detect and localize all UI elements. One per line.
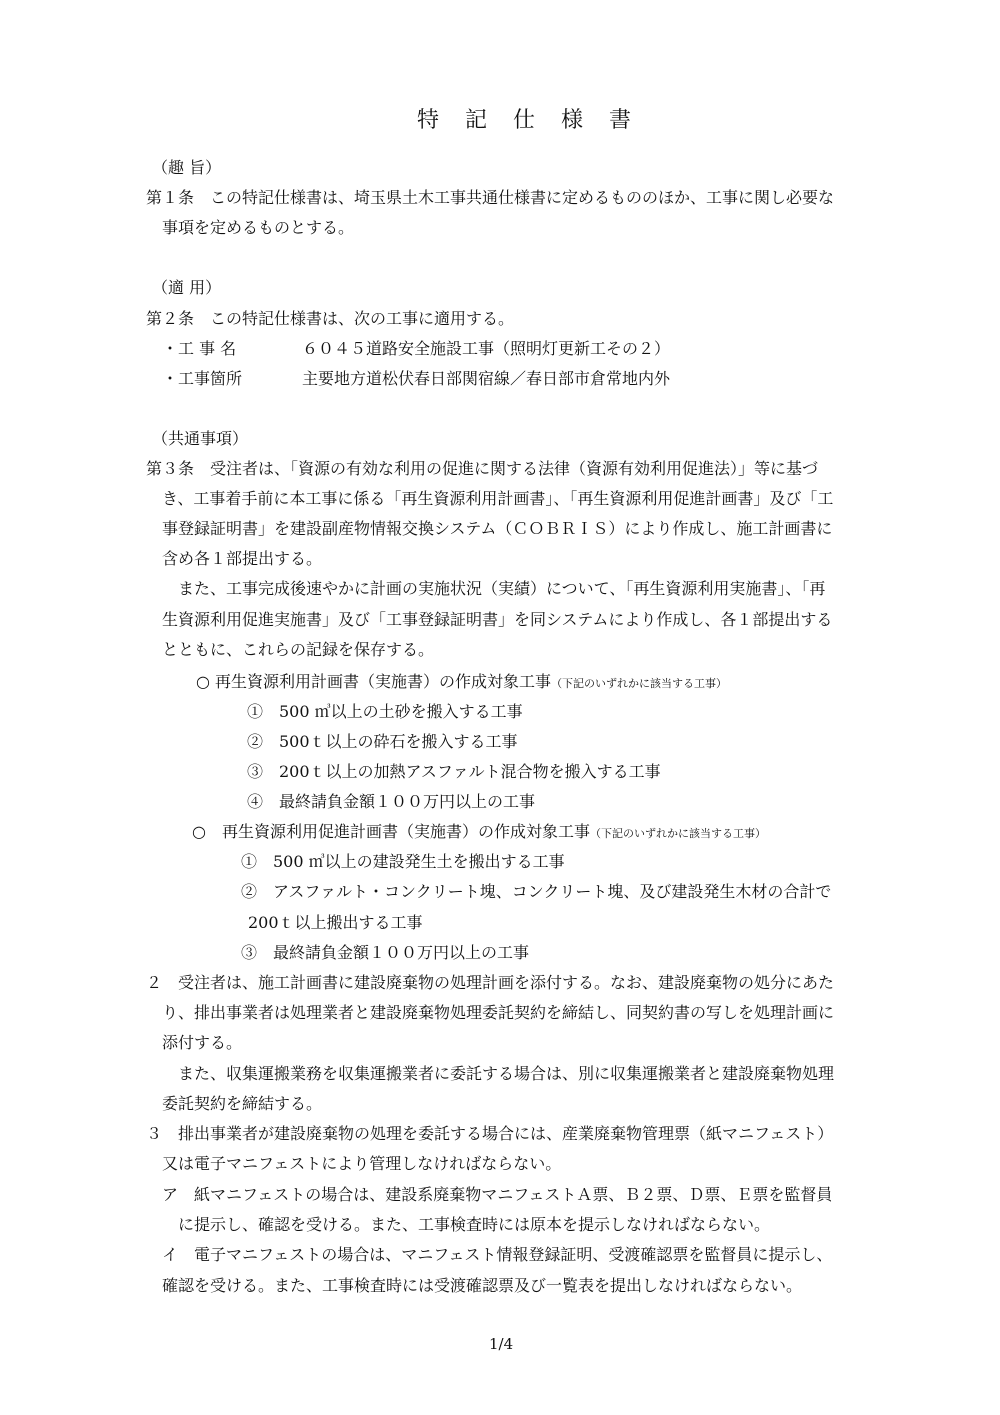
list-a-heading (196, 672, 727, 694)
list-a-item-2: ② 500ｔ以上の砕石を搬入する工事 (247, 732, 518, 751)
section-heading-common: （共通事項） (152, 429, 249, 448)
article-3-line-3: 事登録証明書」を建設副産物情報交換システム（ＣＯＢＲＩＳ）により作成し、施工計画書に (162, 519, 833, 538)
list-b-heading-text: ○ 再生資源利用促進計画書（実施書）の作成対象工事 (192, 822, 590, 841)
project-name-label: ・工 事 名 (162, 339, 237, 358)
paragraph-3-i-line-2: 確認を受ける。また、工事検査時には受渡確認票及び一覧表を提出しなければならない。 (162, 1276, 803, 1295)
article-3-line-4: 含め各１部提出する。 (162, 549, 323, 568)
paragraph-2-line-3: 添付する。 (162, 1033, 243, 1052)
list-b-item-1: ① 500 ㎥以上の建設発生土を搬出する工事 (241, 852, 565, 871)
article-1-line-1: 第１条 この特記仕様書は、埼玉県土木工事共通仕様書に定めるもののほか、工事に関し必要な (146, 188, 835, 207)
list-b-heading (192, 822, 766, 844)
article-3-line-7: とともに、これらの記録を保存する。 (162, 640, 435, 659)
paragraph-3-i-line-1: イ 電子マニフェストの場合は、マニフェスト情報登録証明、受渡確認票を監督員に提示し、 (162, 1245, 833, 1264)
list-b-item-2-line-1: ② アスファルト・コンクリート塊、コンクリート塊、及び建設発生木材の合計で (241, 882, 832, 901)
paragraph-2-line-1: ２ 受注者は、施工計画書に建設廃棄物の処理計画を添付する。なお、建設廃棄物の処分にあた (146, 973, 835, 992)
list-a-heading-text: ○ 再生資源利用計画書（実施書）の作成対象工事 (196, 672, 552, 691)
paragraph-3-line-1: ３ 排出事業者が建設廃棄物の処理を委託する場合には、産業廃棄物管理票（紙マニフェスト） (146, 1124, 834, 1143)
list-a-item-1: ① 500 ㎥以上の土砂を搬入する工事 (247, 702, 523, 721)
paragraph-2-line-2: り、排出事業者は処理業者と建設廃棄物処理委託契約を締結し、同契約書の写しを処理計画に (162, 1003, 835, 1022)
page-number: 1/4 (489, 1335, 514, 1353)
section-heading-scope: （適 用） (152, 278, 222, 297)
paragraph-2-line-4: また、収集運搬業務を収集運搬業者に委託する場合は、別に収集運搬業者と建設廃棄物処理 (178, 1064, 835, 1083)
article-2-line-1: 第２条 この特記仕様書は、次の工事に適用する。 (146, 309, 515, 328)
article-3-line-2: き、工事着手前に本工事に係る「再生資源利用計画書」、「再生資源利用促進計画書」及び「工 (162, 489, 834, 508)
paragraph-3-a-line-1: ア 紙マニフェストの場合は、建設系廃棄物マニフェストＡ票、Ｂ２票、Ｄ票、Ｅ票を監督員 (162, 1185, 833, 1204)
article-3-line-1: 第３条 受注者は、「資源の有効な利用の促進に関する法律（資源有効利用促進法）」等に基づ (146, 459, 819, 478)
list-b-item-2-line-2: 200ｔ以上搬出する工事 (248, 913, 423, 932)
paragraph-2-line-5: 委託契約を締結する。 (162, 1094, 323, 1113)
list-a-item-4: ④ 最終請負金額１００万円以上の工事 (247, 792, 536, 811)
article-3-line-5: また、工事完成後速やかに計画の実施状況（実績）について、「再生資源利用実施書」、「再 (178, 579, 826, 598)
project-location-value: 主要地方道松伏春日部関宿線／春日部市倉常地内外 (302, 369, 671, 388)
project-name-value: ６０４５道路安全施設工事（照明灯更新工その２） (302, 339, 671, 358)
article-1-line-2: 事項を定めるものとする。 (162, 218, 355, 237)
project-location-label: ・工事箇所 (162, 369, 243, 388)
document-title: 特記仕様書 (417, 108, 658, 133)
list-a-item-3: ③ 200ｔ以上の加熱アスファルト混合物を搬入する工事 (247, 762, 661, 781)
list-b-item-3: ③ 最終請負金額１００万円以上の工事 (241, 943, 530, 962)
list-b-note: （下記のいずれかに該当する工事） (589, 827, 766, 840)
paragraph-3-line-2: 又は電子マニフェストにより管理しなければならない。 (162, 1154, 562, 1173)
list-a-note: （下記のいずれかに該当する工事） (551, 677, 728, 690)
paragraph-3-a-line-2: に提示し、確認を受ける。また、工事検査時には原本を提示しなければならない。 (178, 1215, 771, 1234)
section-heading-purpose: （趣 旨） (152, 158, 222, 177)
article-3-line-6: 生資源利用促進実施書」及び「工事登録証明書」を同システムにより作成し、各１部提出する (162, 610, 833, 629)
